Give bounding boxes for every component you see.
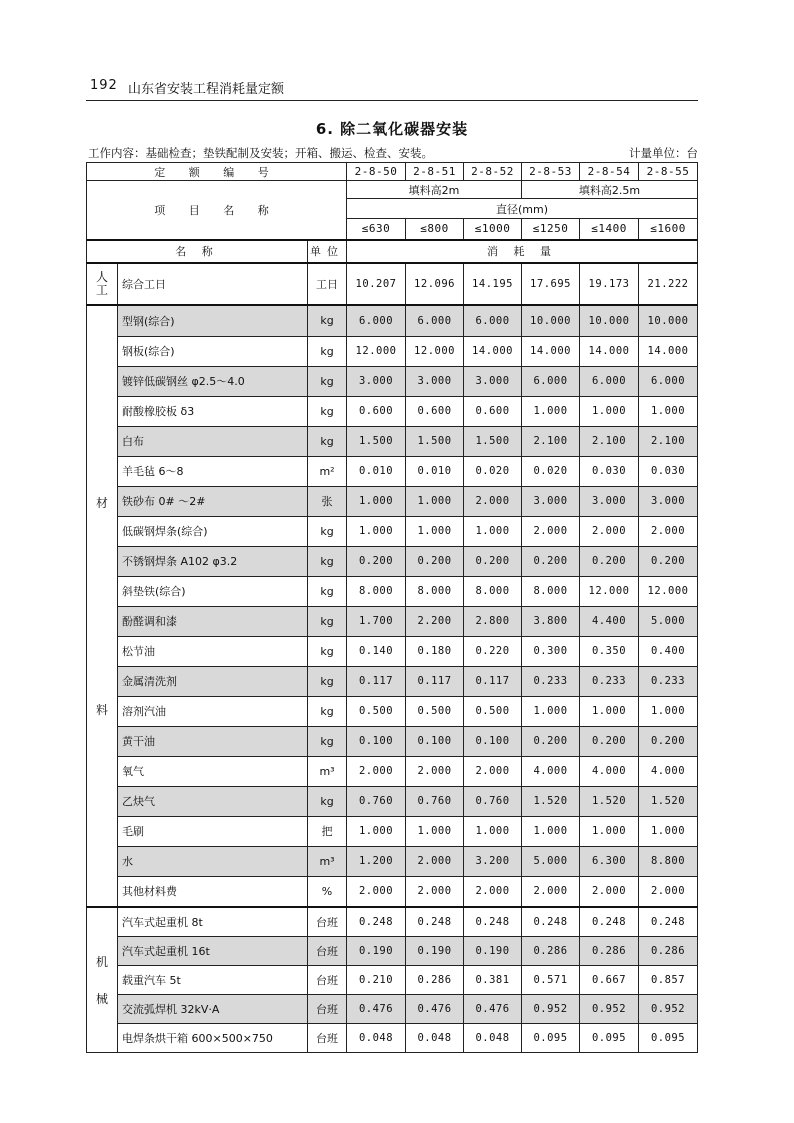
item-name: 白布	[118, 426, 308, 456]
item-value: 0.600	[347, 396, 406, 426]
item-value: 8.000	[347, 576, 406, 606]
item-unit: 台班	[308, 907, 347, 937]
item-value: 0.200	[580, 726, 639, 756]
item-unit: m²	[308, 456, 347, 486]
item-value: 1.500	[464, 426, 522, 456]
table-row	[87, 636, 698, 666]
item-unit: kg	[308, 606, 347, 636]
item-value: 12.000	[580, 576, 639, 606]
item-value: 1.520	[639, 786, 698, 816]
item-value: 0.140	[347, 636, 406, 666]
item-value: 0.248	[406, 907, 464, 937]
item-value: 14.000	[522, 336, 580, 366]
item-unit: kg	[308, 786, 347, 816]
item-value: 12.096	[406, 263, 464, 305]
item-value: 0.233	[522, 666, 580, 696]
item-value: 14.000	[464, 336, 522, 366]
item-unit: 台班	[308, 994, 347, 1023]
item-unit: %	[308, 876, 347, 907]
quota-code-label: 定 额 编 号	[87, 163, 347, 181]
item-value: 6.000	[580, 366, 639, 396]
item-value: 8.000	[522, 576, 580, 606]
item-value: 1.000	[639, 396, 698, 426]
item-value: 0.100	[464, 726, 522, 756]
item-value: 5.000	[522, 846, 580, 876]
item-value: 0.100	[347, 726, 406, 756]
item-value: 0.095	[639, 1023, 698, 1052]
item-unit: kg	[308, 726, 347, 756]
item-value: 3.000	[406, 366, 464, 396]
table-row	[87, 907, 698, 937]
category-char: 机	[95, 954, 108, 969]
item-name: 不锈钢焊条 A102 φ3.2	[118, 546, 308, 576]
item-value: 0.190	[464, 936, 522, 965]
item-value: 2.200	[406, 606, 464, 636]
item-value: 0.286	[522, 936, 580, 965]
item-value: 0.095	[580, 1023, 639, 1052]
item-value: 14.195	[464, 263, 522, 305]
item-name: 松节油	[118, 636, 308, 666]
table-row	[87, 756, 698, 786]
table-row	[87, 726, 698, 756]
item-value: 0.180	[406, 636, 464, 666]
table-row	[87, 816, 698, 846]
item-name: 载重汽车 5t	[118, 965, 308, 994]
category-label	[87, 305, 118, 907]
table-row	[87, 305, 698, 337]
item-value: 0.476	[347, 994, 406, 1023]
item-value: 2.000	[347, 756, 406, 786]
item-value: 0.200	[639, 546, 698, 576]
item-unit: kg	[308, 336, 347, 366]
table-row	[87, 456, 698, 486]
item-value: 5.000	[639, 606, 698, 636]
item-value: 0.200	[406, 546, 464, 576]
item-value: 2.000	[639, 516, 698, 546]
item-name: 镀锌低碳钢丝 φ2.5～4.0	[118, 366, 308, 396]
item-name: 汽车式起重机 16t	[118, 936, 308, 965]
item-value: 3.200	[464, 846, 522, 876]
table-row	[87, 516, 698, 546]
page-header	[86, 72, 698, 101]
item-name: 黄干油	[118, 726, 308, 756]
table-row	[87, 546, 698, 576]
item-value: 6.000	[522, 366, 580, 396]
item-value: 2.000	[406, 756, 464, 786]
item-value: 1.000	[347, 486, 406, 516]
item-value: 0.200	[464, 546, 522, 576]
item-value: 0.030	[639, 456, 698, 486]
item-name: 综合工日	[118, 263, 308, 305]
category-char: 料	[95, 702, 108, 717]
item-value: 0.210	[347, 965, 406, 994]
item-value: 2.000	[406, 846, 464, 876]
category-text: 人工	[96, 269, 109, 297]
item-value: 0.760	[347, 786, 406, 816]
item-value: 1.500	[347, 426, 406, 456]
item-value: 2.000	[580, 876, 639, 907]
item-value: 0.952	[522, 994, 580, 1023]
item-value: 0.117	[347, 666, 406, 696]
item-name: 氧气	[118, 756, 308, 786]
item-value: 0.248	[639, 907, 698, 937]
item-name: 电焊条烘干箱 600×500×750	[118, 1023, 308, 1052]
table-row	[87, 994, 698, 1023]
item-value: 1.700	[347, 606, 406, 636]
work-content: 工作内容：基础检查；垫铁配制及安装；开箱、搬运、检查、安装。	[88, 146, 433, 160]
item-value: 3.000	[522, 486, 580, 516]
item-name: 金属清洗剂	[118, 666, 308, 696]
item-name: 低碳钢焊条(综合)	[118, 516, 308, 546]
item-value: 10.000	[639, 305, 698, 337]
item-value: 17.695	[522, 263, 580, 305]
item-name: 铁砂布 0# ～2#	[118, 486, 308, 516]
item-unit: kg	[308, 546, 347, 576]
quota-code: 2-8-50	[347, 163, 406, 181]
item-value: 0.220	[464, 636, 522, 666]
item-value: 14.000	[580, 336, 639, 366]
item-value: 0.952	[580, 994, 639, 1023]
item-value: 1.000	[580, 816, 639, 846]
item-unit: m³	[308, 756, 347, 786]
item-value: 2.100	[580, 426, 639, 456]
unit-column-header: 单位	[308, 240, 347, 263]
item-value: 1.000	[406, 486, 464, 516]
item-name: 型钢(综合)	[118, 305, 308, 337]
item-value: 0.048	[347, 1023, 406, 1052]
item-value: 2.000	[639, 876, 698, 907]
item-value: 10.000	[580, 305, 639, 337]
item-value: 0.600	[464, 396, 522, 426]
item-value: 2.800	[464, 606, 522, 636]
table-row	[87, 336, 698, 366]
item-value: 3.000	[347, 366, 406, 396]
item-value: 0.248	[522, 907, 580, 937]
item-unit: 台班	[308, 1023, 347, 1052]
item-value: 0.248	[580, 907, 639, 937]
item-value: 6.000	[464, 305, 522, 337]
item-value: 6.300	[580, 846, 639, 876]
section-title: 6. 除二氧化碳器安装	[315, 120, 469, 138]
table-row	[87, 846, 698, 876]
item-value: 2.000	[580, 516, 639, 546]
diameter-label: 直径(mm)	[347, 199, 698, 219]
item-value: 2.000	[522, 516, 580, 546]
item-value: 2.000	[406, 876, 464, 907]
item-name-label: 项 目 名 称	[87, 181, 347, 240]
item-unit: 台班	[308, 936, 347, 965]
table-row	[87, 1023, 698, 1052]
item-unit: kg	[308, 396, 347, 426]
item-name: 交流弧焊机 32kV·A	[118, 994, 308, 1023]
item-value: 21.222	[639, 263, 698, 305]
table-row	[87, 576, 698, 606]
item-value: 0.760	[406, 786, 464, 816]
item-value: 1.000	[522, 696, 580, 726]
item-value: 0.600	[406, 396, 464, 426]
item-value: 1.520	[580, 786, 639, 816]
item-value: 4.000	[522, 756, 580, 786]
item-value: 6.000	[639, 366, 698, 396]
item-value: 6.000	[347, 305, 406, 337]
item-value: 1.520	[522, 786, 580, 816]
table-row	[87, 486, 698, 516]
group-label: 填料高2.5m	[522, 181, 698, 199]
item-value: 0.233	[639, 666, 698, 696]
item-unit: kg	[308, 666, 347, 696]
item-unit: kg	[308, 305, 347, 337]
item-unit: kg	[308, 426, 347, 456]
item-value: 0.760	[464, 786, 522, 816]
item-value: 0.476	[464, 994, 522, 1023]
item-value: 12.000	[406, 336, 464, 366]
item-value: 1.000	[522, 816, 580, 846]
book-title: 山东省安装工程消耗量定额	[128, 82, 285, 97]
item-unit: 台班	[308, 965, 347, 994]
name-column-header: 名 称	[87, 240, 308, 263]
item-name: 溶剂汽油	[118, 696, 308, 726]
item-value: 1.200	[347, 846, 406, 876]
category-label	[87, 263, 118, 305]
item-name: 耐酸橡胶板 δ3	[118, 396, 308, 426]
item-value: 0.350	[580, 636, 639, 666]
item-name: 羊毛毡 6～8	[118, 456, 308, 486]
table-row	[87, 936, 698, 965]
item-value: 0.020	[522, 456, 580, 486]
consumption-header: 消 耗 量	[347, 240, 698, 263]
table-row	[87, 606, 698, 636]
quota-code: 2-8-55	[639, 163, 698, 181]
category-char: 材	[95, 495, 108, 510]
item-value: 0.857	[639, 965, 698, 994]
item-value: 3.800	[522, 606, 580, 636]
item-unit: 张	[308, 486, 347, 516]
item-value: 1.000	[639, 816, 698, 846]
diameter-value: ≤1600	[639, 219, 698, 240]
item-unit: kg	[308, 576, 347, 606]
quota-table	[86, 162, 698, 1053]
diameter-value: ≤1250	[522, 219, 580, 240]
category-label	[87, 907, 118, 1053]
item-value: 1.000	[580, 396, 639, 426]
item-value: 19.173	[580, 263, 639, 305]
measure-unit: 计量单位：台	[629, 146, 698, 160]
item-value: 3.000	[580, 486, 639, 516]
item-value: 10.207	[347, 263, 406, 305]
item-value: 1.000	[347, 816, 406, 846]
table-row	[87, 366, 698, 396]
item-value: 4.000	[639, 756, 698, 786]
item-value: 0.248	[464, 907, 522, 937]
item-unit: 把	[308, 816, 347, 846]
item-value: 8.000	[464, 576, 522, 606]
item-value: 2.000	[464, 756, 522, 786]
diameter-value: ≤1400	[580, 219, 639, 240]
item-value: 0.500	[464, 696, 522, 726]
item-value: 2.000	[347, 876, 406, 907]
quota-code: 2-8-53	[522, 163, 580, 181]
diameter-value: ≤1000	[464, 219, 522, 240]
item-value: 4.400	[580, 606, 639, 636]
item-name: 毛刷	[118, 816, 308, 846]
item-unit: kg	[308, 636, 347, 666]
table-row	[87, 965, 698, 994]
diameter-value: ≤800	[406, 219, 464, 240]
item-value: 0.381	[464, 965, 522, 994]
quota-code: 2-8-51	[406, 163, 464, 181]
item-value: 0.286	[639, 936, 698, 965]
page-number: 192	[90, 78, 118, 93]
item-value: 0.010	[347, 456, 406, 486]
item-value: 0.100	[406, 726, 464, 756]
item-value: 3.000	[639, 486, 698, 516]
item-value: 0.500	[347, 696, 406, 726]
item-value: 0.500	[406, 696, 464, 726]
item-value: 8.800	[639, 846, 698, 876]
item-value: 1.500	[406, 426, 464, 456]
table-row	[87, 666, 698, 696]
item-value: 1.000	[464, 816, 522, 846]
item-name: 钢板(综合)	[118, 336, 308, 366]
group-label: 填料高2m	[347, 181, 522, 199]
table-row	[87, 396, 698, 426]
item-value: 0.200	[639, 726, 698, 756]
item-value: 0.020	[464, 456, 522, 486]
item-value: 0.952	[639, 994, 698, 1023]
item-name: 酚醛调和漆	[118, 606, 308, 636]
item-unit: kg	[308, 366, 347, 396]
item-value: 0.190	[347, 936, 406, 965]
item-value: 6.000	[406, 305, 464, 337]
item-value: 0.476	[406, 994, 464, 1023]
item-name: 斜垫铁(综合)	[118, 576, 308, 606]
item-value: 0.200	[347, 546, 406, 576]
item-value: 0.048	[464, 1023, 522, 1052]
item-name: 汽车式起重机 8t	[118, 907, 308, 937]
quota-code: 2-8-54	[580, 163, 639, 181]
item-value: 2.100	[639, 426, 698, 456]
item-value: 0.117	[406, 666, 464, 696]
table-row	[87, 696, 698, 726]
table-row	[87, 786, 698, 816]
item-value: 0.300	[522, 636, 580, 666]
item-value: 0.667	[580, 965, 639, 994]
item-value: 12.000	[347, 336, 406, 366]
item-value: 0.286	[580, 936, 639, 965]
item-unit: m³	[308, 846, 347, 876]
item-value: 0.117	[464, 666, 522, 696]
category-char: 械	[95, 991, 108, 1006]
quota-code: 2-8-52	[464, 163, 522, 181]
item-value: 1.000	[639, 696, 698, 726]
item-value: 2.100	[522, 426, 580, 456]
item-value: 0.095	[522, 1023, 580, 1052]
item-value: 0.233	[580, 666, 639, 696]
item-unit: 工日	[308, 263, 347, 305]
item-value: 12.000	[639, 576, 698, 606]
item-value: 1.000	[522, 396, 580, 426]
item-name: 乙炔气	[118, 786, 308, 816]
item-value: 2.000	[522, 876, 580, 907]
item-value: 0.200	[522, 546, 580, 576]
table-row	[87, 876, 698, 907]
item-name: 水	[118, 846, 308, 876]
item-value: 10.000	[522, 305, 580, 337]
item-value: 0.571	[522, 965, 580, 994]
item-value: 0.048	[406, 1023, 464, 1052]
diameter-value: ≤630	[347, 219, 406, 240]
item-unit: kg	[308, 516, 347, 546]
item-name: 其他材料费	[118, 876, 308, 907]
item-value: 2.000	[464, 486, 522, 516]
item-value: 0.010	[406, 456, 464, 486]
item-value: 0.200	[580, 546, 639, 576]
item-value: 1.000	[464, 516, 522, 546]
item-value: 4.000	[580, 756, 639, 786]
item-value: 0.190	[406, 936, 464, 965]
table-row	[87, 426, 698, 456]
table-row	[87, 263, 698, 305]
item-value: 1.000	[347, 516, 406, 546]
item-value: 0.248	[347, 907, 406, 937]
item-value: 14.000	[639, 336, 698, 366]
item-unit: kg	[308, 696, 347, 726]
item-value: 0.286	[406, 965, 464, 994]
item-value: 0.200	[522, 726, 580, 756]
item-value: 2.000	[464, 876, 522, 907]
item-value: 3.000	[464, 366, 522, 396]
item-value: 1.000	[580, 696, 639, 726]
item-value: 1.000	[406, 516, 464, 546]
item-value: 8.000	[406, 576, 464, 606]
item-value: 0.030	[580, 456, 639, 486]
item-value: 1.000	[406, 816, 464, 846]
item-value: 0.400	[639, 636, 698, 666]
